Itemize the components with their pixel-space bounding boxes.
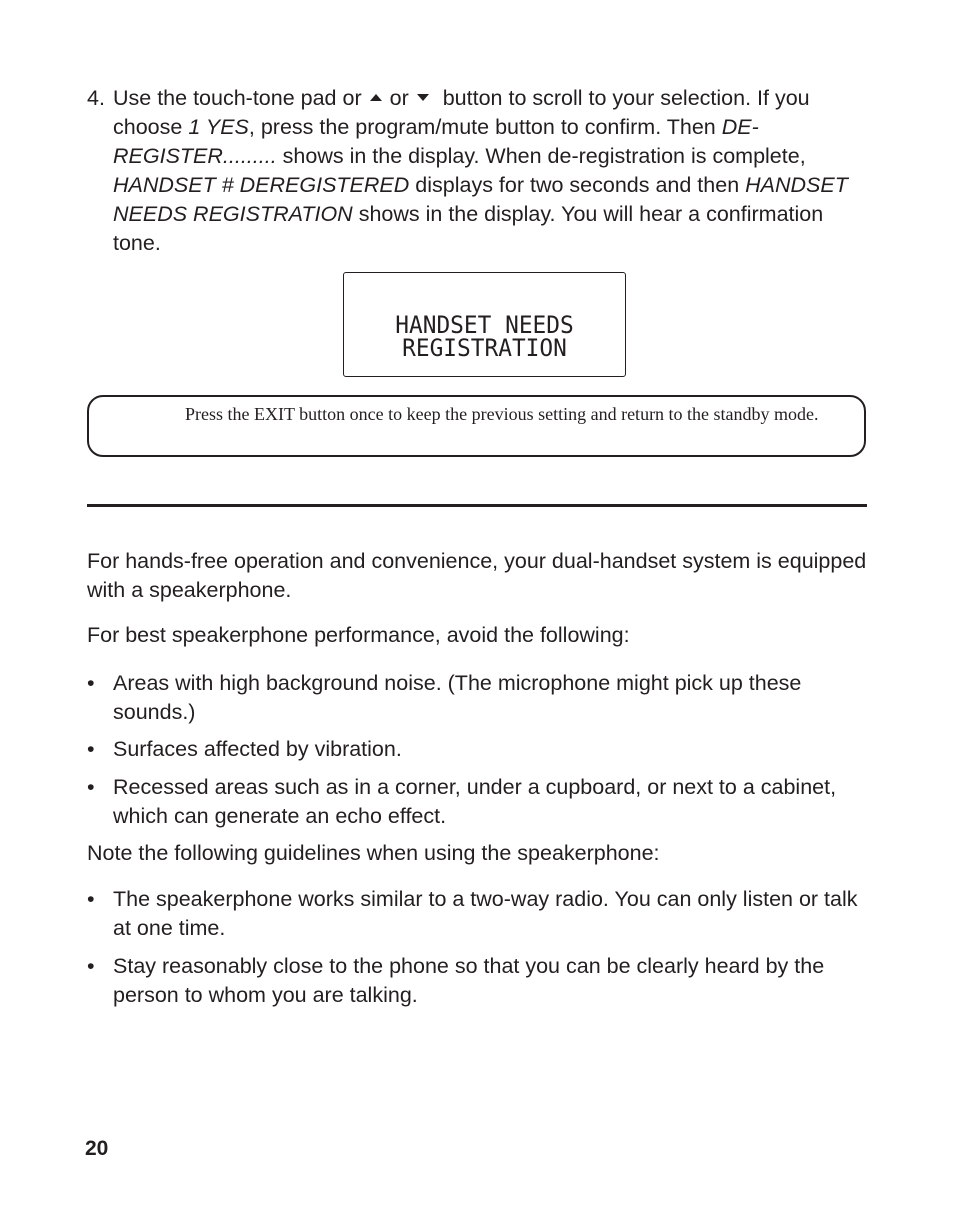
step-text-1: Use the touch-tone pad or xyxy=(113,86,362,110)
note-text: Press the EXIT button once to keep the previous setting and return to the standby mode. xyxy=(185,404,819,424)
avoid-item xyxy=(87,669,867,727)
bullet-dot: • xyxy=(87,775,95,799)
step-text-2: button to scroll to your selection. If you choose xyxy=(113,86,810,139)
step-text-5: displays for two seconds and then xyxy=(415,173,740,197)
step-em-1: 1 YES xyxy=(188,115,249,139)
page-number: 20 xyxy=(85,1137,109,1160)
bullet-dot: • xyxy=(87,737,95,761)
avoid-item xyxy=(87,773,867,831)
step-text-4: shows in the display. When de-registration is complete, xyxy=(282,144,806,168)
avoid-item-text: Recessed areas such as in a corner, under a cupboard, or next to a cabinet, which can generate an echo effect. xyxy=(113,775,837,828)
step-em-4: HANDSET NEEDS REGISTRATION xyxy=(113,173,848,226)
avoid-heading: For best speakerphone performance, avoid the following: xyxy=(87,623,630,647)
step-4-text xyxy=(113,84,867,258)
lcd-line-1: HANDSET NEEDS xyxy=(395,311,574,339)
step-number: 4. xyxy=(87,86,105,110)
bullet-dot: • xyxy=(87,671,95,695)
step-em-3: HANDSET # DEREGISTERED xyxy=(113,173,410,197)
avoid-item xyxy=(87,735,867,764)
section-divider xyxy=(87,504,867,507)
lcd-line-2: REGISTRATION xyxy=(402,334,567,362)
bullet-dot: • xyxy=(87,887,95,911)
step-text-6: shows in the display. You will hear a confirmation tone. xyxy=(113,202,824,255)
lcd-display xyxy=(343,272,626,377)
guideline-item xyxy=(87,885,867,943)
step-em-2: DE-REGISTER......... xyxy=(113,115,759,168)
bullet-dot: • xyxy=(87,954,95,978)
avoid-item-text: Surfaces affected by vibration. xyxy=(113,737,402,761)
down-arrow-icon xyxy=(417,94,429,101)
up-arrow-icon xyxy=(370,94,382,101)
note-box xyxy=(87,395,866,457)
speakerphone-intro: For hands-free operation and convenience, your dual-handset system is equipped with a speakerphone. xyxy=(87,549,867,602)
step-4 xyxy=(87,84,867,258)
guideline-item-text: The speakerphone works similar to a two-way radio. You can only listen or talk at one time. xyxy=(113,887,858,940)
guidelines-heading: Note the following guidelines when using the speakerphone: xyxy=(87,841,660,865)
avoid-item-text: Areas with high background noise. (The microphone might pick up these sounds.) xyxy=(113,671,802,724)
step-text-3: , press the program/mute button to confirm. Then xyxy=(248,115,716,139)
step-or: or xyxy=(389,86,409,110)
guideline-item xyxy=(87,952,867,1010)
guideline-item-text: Stay reasonably close to the phone so that you can be clearly heard by the person to whom you are talking. xyxy=(113,954,825,1007)
